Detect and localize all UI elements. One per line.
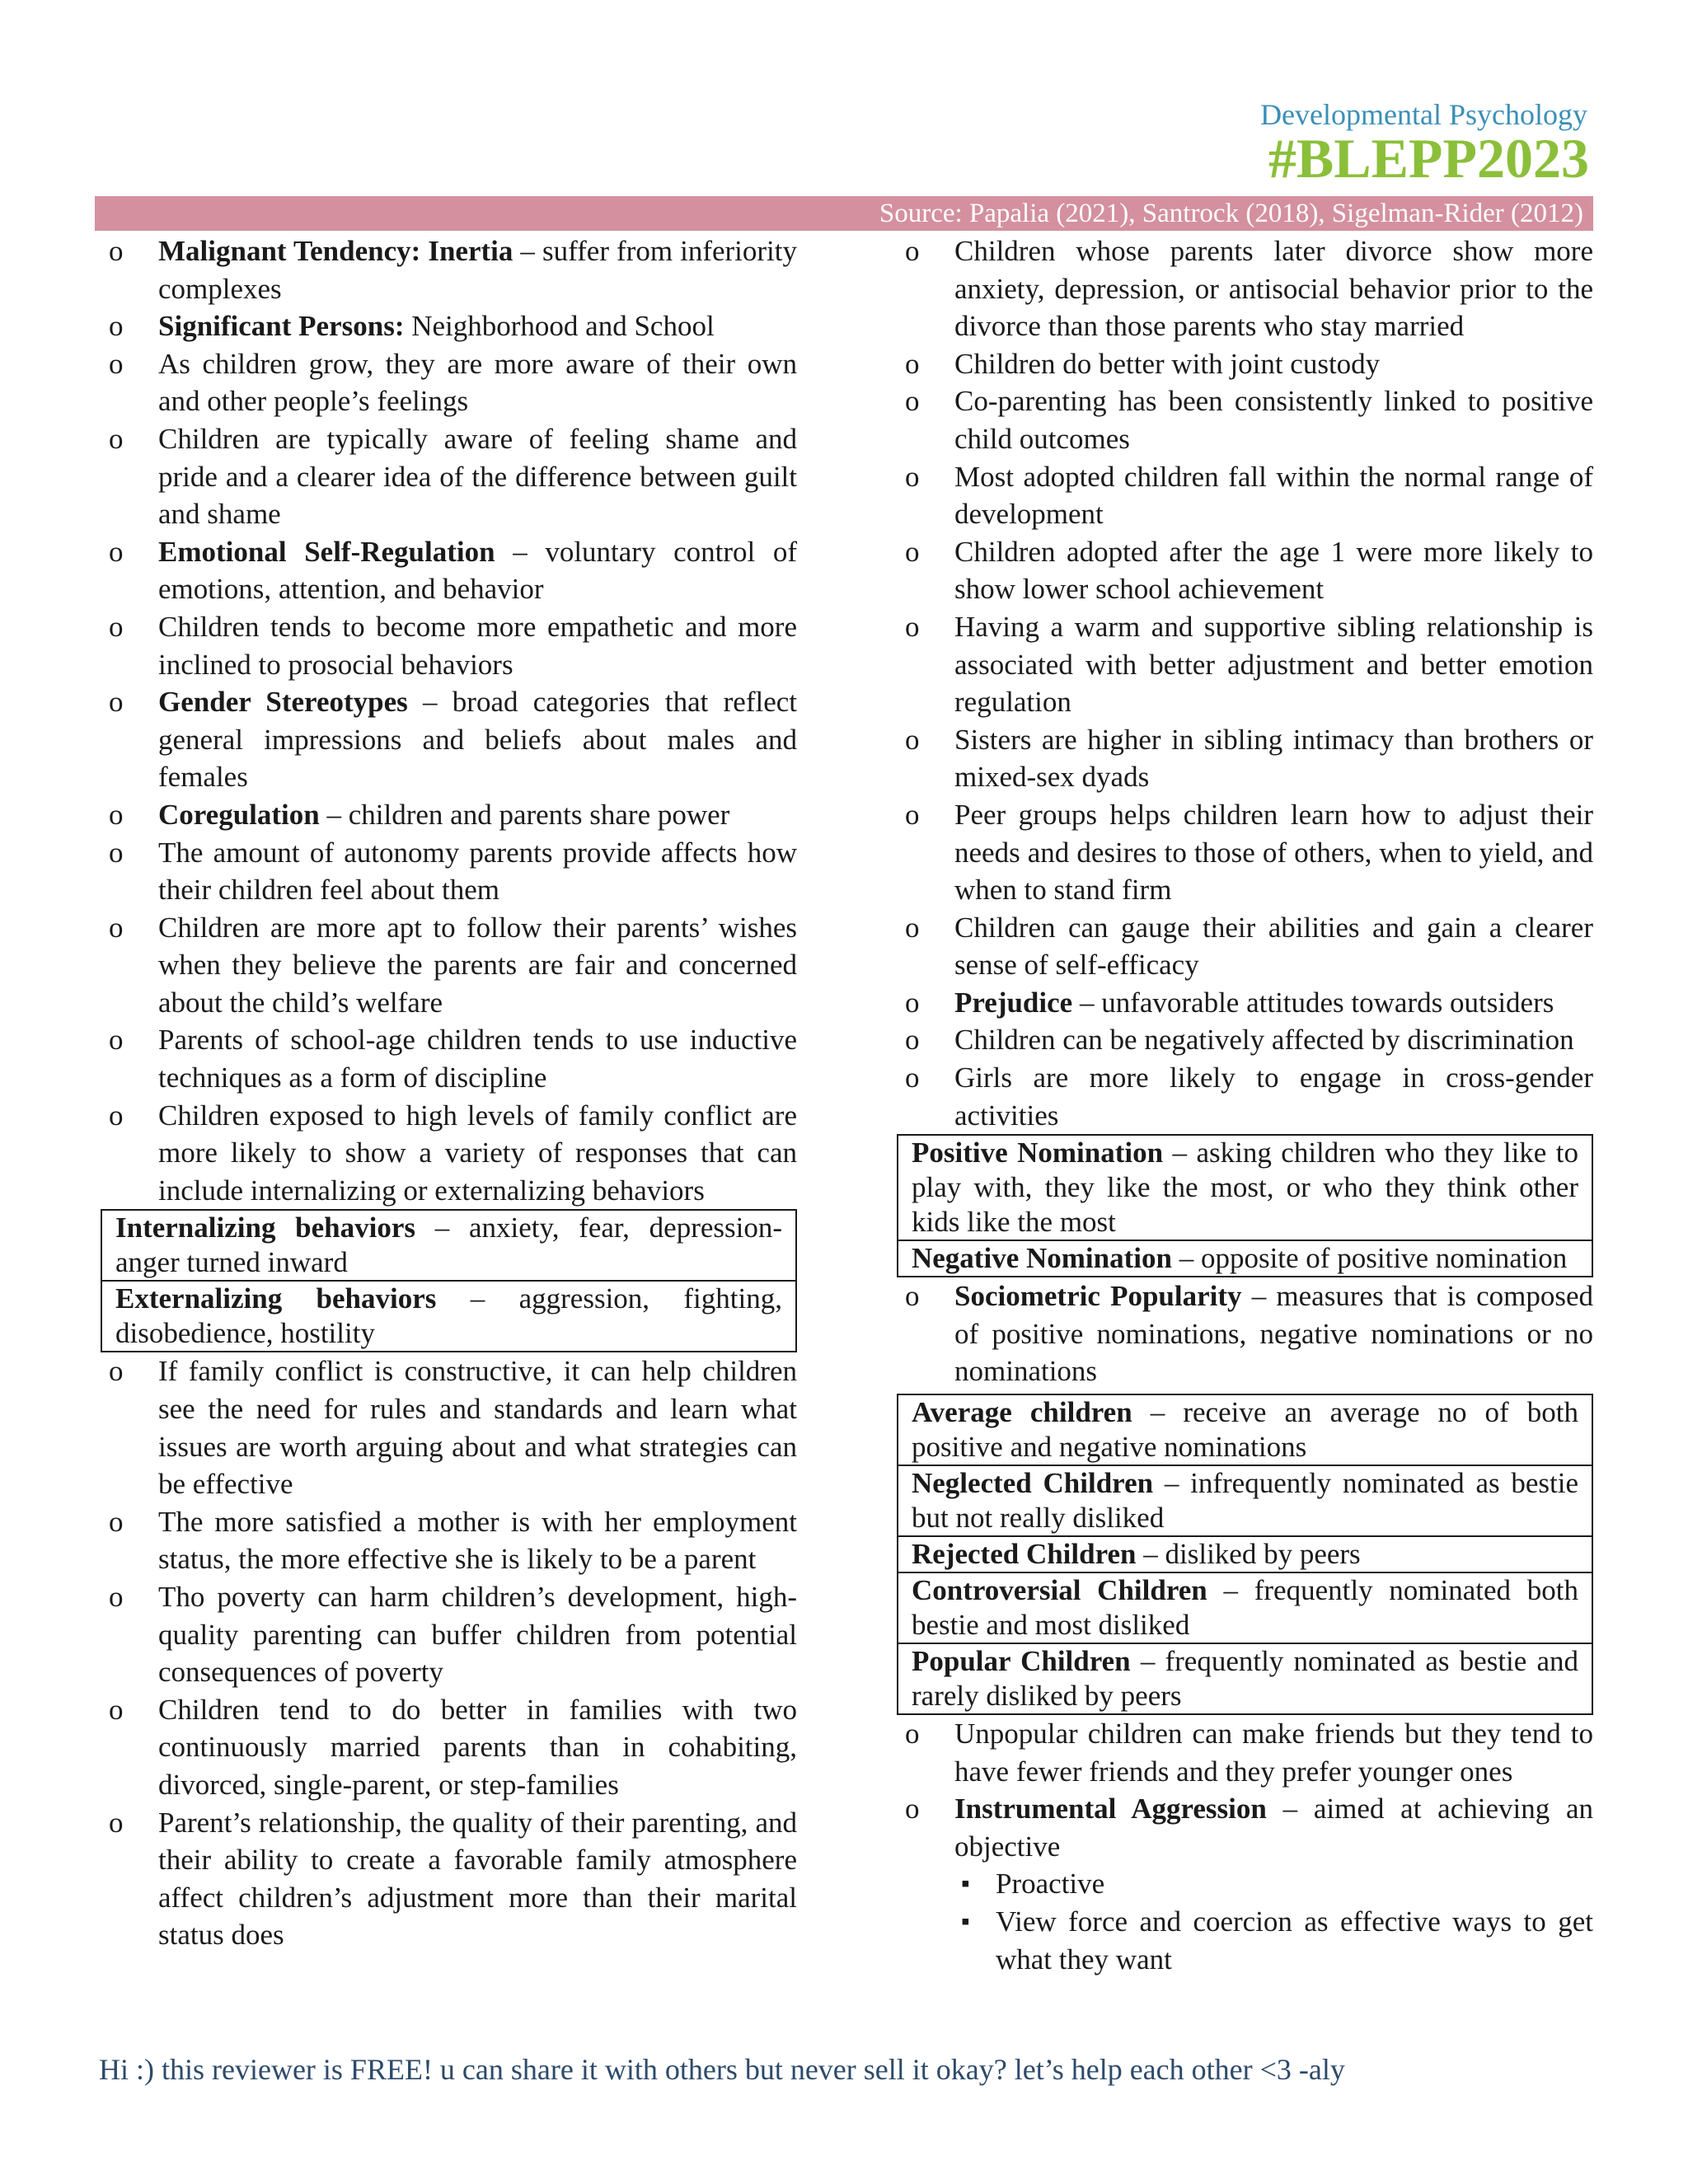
term: Gender Stereotypes (158, 686, 408, 719)
sociometric-status-box (897, 1394, 1593, 1715)
term: Rejected Children (912, 1538, 1137, 1571)
definition-text: Children are typically aware of feeling shame and pride and a clearer idea of the difference between guilt and shame (158, 422, 797, 531)
list-item (889, 533, 1593, 608)
definition-text: disliked by peers (1165, 1538, 1361, 1571)
definition-text: Unpopular children can make friends but they tend to have fewer friends and they prefer younger ones (954, 1718, 1593, 1788)
list-item (92, 909, 797, 1022)
definition-row (898, 1465, 1592, 1535)
separator: – (1171, 1242, 1201, 1275)
definition-text: unfavorable attitudes towards outsiders (1101, 986, 1554, 1019)
list-item (92, 683, 797, 796)
definition-row (898, 1240, 1592, 1276)
bullet-circle-icon: o (109, 1355, 124, 1388)
bullet-circle-icon: o (109, 911, 124, 944)
list-item (92, 796, 797, 834)
definition-text: Children are more apt to follow their parents’ wishes when they believe the parents are fair and concerned about the child’s welfare (158, 911, 797, 1019)
separator: – (495, 535, 546, 568)
header-subject: Developmental Psychology (1260, 98, 1587, 131)
definition-text: children and parents share power (348, 798, 730, 831)
separator: – (1130, 1645, 1165, 1678)
sub-list-item (889, 1865, 1593, 1903)
separator: – (1132, 1396, 1184, 1429)
definition-text: broad categories that reflect general impressions and beliefs about males and females (158, 686, 797, 794)
list-item (92, 307, 797, 345)
separator: – (1207, 1574, 1254, 1607)
definition-text: Children exposed to high levels of family conflict are more likely to show a variety of responses that can include internalizing or externalizing behaviors (158, 1099, 797, 1207)
bullet-circle-icon: o (905, 610, 920, 643)
list-item (889, 721, 1593, 796)
term: Popular Children (912, 1645, 1131, 1678)
separator: – (1266, 1793, 1314, 1825)
term: Emotional Self-Regulation (158, 535, 495, 568)
bullet-circle-icon: o (905, 986, 920, 1019)
term: Malignant Tendency: Inertia (158, 235, 513, 267)
list-item (92, 1578, 797, 1691)
list-item (92, 1804, 797, 1954)
definition-text: If family conflict is constructive, it can help children see the need for rules and standards and learn what issues are worth arguing about and what strategies can be effective (158, 1355, 797, 1501)
definition-text: Most adopted children fall within the normal range of development (954, 460, 1593, 531)
definition-row (102, 1211, 795, 1280)
definition-row (898, 1535, 1592, 1572)
term: Internalizing behaviors (115, 1212, 416, 1244)
list-item (92, 834, 797, 909)
term: Average children (912, 1396, 1132, 1429)
definition-text: Co-parenting has been consistently linked to positive child outcomes (954, 385, 1593, 455)
definition-text: frequently nominated as bestie and rarely disliked by peers (912, 1645, 1578, 1713)
definition-text: asking children who they like to play with, they like the most, or who they think other kids like the most (912, 1137, 1579, 1239)
list-item (889, 984, 1593, 1022)
sub-item-text: View force and coercion as effective ways to get what they want (996, 1905, 1593, 1975)
bullet-circle-icon: o (109, 798, 124, 831)
footer-note: Hi :) this reviewer is FREE! u can share it with others but never sell it okay? let’s help each other <3 -aly (99, 2053, 1345, 2086)
bullet-circle-icon: o (109, 1024, 124, 1057)
list-item (92, 345, 797, 420)
list-item (92, 533, 797, 608)
list-item (889, 232, 1593, 345)
term: Neglected Children (912, 1467, 1154, 1500)
term: Instrumental Aggression (954, 1793, 1267, 1825)
bullet-circle-icon: o (109, 347, 124, 380)
term: Coregulation (158, 798, 320, 831)
definition-text: Parent’s relationship, the quality of their parenting, and their ability to create a favorable family atmosphere affect children’s adjustment more than their marital status does (158, 1806, 797, 1952)
bullet-circle-icon: o (109, 235, 124, 267)
term: Sociometric Popularity (954, 1280, 1242, 1313)
bullet-circle-icon: o (905, 347, 920, 380)
bullet-circle-icon: o (905, 723, 920, 756)
nomination-definitions-box (897, 1134, 1593, 1277)
separator: – (407, 686, 452, 719)
bullet-circle-icon: o (905, 1024, 920, 1057)
definition-text: receive an average no of both positive and negative nominations (912, 1396, 1578, 1464)
term: Externalizing behaviors (115, 1282, 437, 1315)
bullet-circle-icon: o (109, 310, 124, 343)
definition-text: aimed at achieving an objective (954, 1793, 1594, 1863)
bullet-circle-icon: o (905, 1793, 920, 1825)
definition-text: Children whose parents later divorce show more anxiety, depression, or antisocial behavior prior to the divorce than those parents who stay married (954, 235, 1593, 343)
left-column (92, 232, 797, 1954)
bullet-circle-icon: o (905, 385, 920, 418)
separator: – (436, 1282, 519, 1315)
term: Negative Nomination (912, 1242, 1172, 1275)
term: Controversial Children (912, 1574, 1207, 1607)
definition-row (898, 1572, 1592, 1643)
source-bar: Source: Papalia (2021), Santrock (2018), Sigelman-Rider (2012) (95, 196, 1593, 231)
bullet-circle-icon: o (109, 1099, 124, 1132)
bullet-circle-icon: o (109, 836, 124, 869)
definition-text: Tho poverty can harm children’s development, high-quality parenting can buffer children from potential consequences of poverty (158, 1581, 797, 1689)
term: Prejudice (954, 986, 1073, 1019)
list-item (92, 1352, 797, 1502)
separator: – (319, 798, 349, 831)
definition-row (898, 1136, 1592, 1240)
separator: – (1163, 1137, 1197, 1169)
bullet-circle-icon: o (109, 686, 124, 719)
separator: – (513, 235, 542, 267)
definition-row (102, 1280, 795, 1351)
sub-list-item (889, 1903, 1593, 1978)
separator: – (1153, 1467, 1191, 1500)
separator: – (1136, 1538, 1165, 1571)
list-item (889, 909, 1593, 984)
bullet-circle-icon: o (905, 798, 920, 831)
definition-text: Children adopted after the age 1 were more likely to show lower school achievement (954, 535, 1593, 606)
bullet-circle-icon: o (109, 1581, 124, 1613)
bullet-circle-icon: o (905, 235, 920, 267)
separator: – (1072, 986, 1102, 1019)
bullet-circle-icon: o (109, 422, 124, 455)
definition-text: Girls are more likely to engage in cross-gender activities (954, 1062, 1593, 1132)
right-column (889, 232, 1593, 1978)
term: Significant Persons: (158, 310, 405, 343)
list-item (92, 420, 797, 533)
bullet-circle-icon: o (905, 535, 920, 568)
list-item (889, 796, 1593, 909)
definition-text: Children tend to do better in families with two continuously married parents than in cohabiting, divorced, single-parent, or step-families (158, 1693, 797, 1801)
definition-text: measures that is composed of positive nominations, negative nominations or no nominations (954, 1280, 1593, 1388)
list-item (92, 232, 797, 307)
list-item (889, 608, 1593, 721)
definition-text: As children grow, they are more aware of their own and other people’s feelings (158, 347, 797, 418)
list-item (889, 1277, 1593, 1390)
header-tag: #BLEPP2023 (1268, 127, 1589, 190)
definition-text: aggression, fighting, disobedience, hostility (115, 1282, 782, 1350)
list-item (889, 1059, 1593, 1134)
definition-text: Sisters are higher in sibling intimacy than brothers or mixed-sex dyads (954, 723, 1593, 794)
definition-text: frequently nominated both bestie and most disliked (912, 1574, 1579, 1642)
list-item (92, 1503, 797, 1578)
list-item (889, 1715, 1593, 1790)
bullet-circle-icon: o (905, 1718, 920, 1750)
definition-text: Children tends to become more empathetic and more inclined to prosocial behaviors (158, 610, 797, 681)
list-item (889, 458, 1593, 533)
definition-text: Neighborhood and School (411, 310, 715, 343)
list-item (889, 1021, 1593, 1059)
separator: – (1241, 1280, 1277, 1313)
list-item (92, 608, 797, 683)
bullet-circle-icon: o (109, 1806, 124, 1839)
definition-text: Parents of school-age children tends to use inductive techniques as a form of discipline (158, 1024, 797, 1094)
definition-row (898, 1643, 1592, 1713)
behavior-definitions-box (101, 1209, 797, 1352)
term: Positive Nomination (912, 1137, 1164, 1169)
bullet-circle-icon: o (109, 610, 124, 643)
bullet-circle-icon: o (109, 535, 124, 568)
definition-text: Children can gauge their abilities and gain a clearer sense of self-efficacy (954, 911, 1593, 982)
definition-text: Children can be negatively affected by discrimination (954, 1024, 1574, 1057)
list-item (92, 1021, 797, 1096)
list-item (92, 1691, 797, 1804)
bullet-circle-icon: o (109, 1505, 124, 1538)
bullet-circle-icon: o (905, 460, 920, 493)
sub-item-text: Proactive (996, 1868, 1105, 1900)
definition-row (898, 1395, 1592, 1465)
definition-text: voluntary control of emotions, attention, and behavior (158, 535, 798, 606)
definition-text: Having a warm and supportive sibling relationship is associated with better adjustment and better emotion regulation (954, 610, 1593, 719)
bullet-circle-icon: o (109, 1693, 124, 1726)
list-item (92, 1097, 797, 1210)
bullet-circle-icon: o (905, 1062, 920, 1094)
square-bullet-icon: ▪ (961, 1908, 970, 1935)
definition-text: suffer from inferiority complexes (158, 235, 798, 305)
definition-text: opposite of positive nomination (1200, 1242, 1568, 1275)
definition-text: anxiety, fear, depression-anger turned inward (115, 1212, 783, 1279)
bullet-circle-icon: o (905, 1280, 920, 1313)
definition-text: The amount of autonomy parents provide affects how their children feel about them (158, 836, 797, 907)
definition-text: infrequently nominated as bestie but not really disliked (912, 1467, 1579, 1535)
definition-text: The more satisfied a mother is with her employment status, the more effective she is likely to be a parent (158, 1505, 797, 1576)
list-item (889, 345, 1593, 383)
separator: – (415, 1212, 469, 1244)
separator (404, 310, 411, 342)
definition-text: Peer groups helps children learn how to adjust their needs and desires to those of others, when to yield, and when to stand firm (954, 798, 1593, 907)
list-item (889, 1790, 1593, 1865)
list-item (889, 382, 1593, 457)
definition-text: Children do better with joint custody (954, 347, 1381, 380)
square-bullet-icon: ▪ (961, 1870, 970, 1898)
bullet-circle-icon: o (905, 911, 920, 944)
